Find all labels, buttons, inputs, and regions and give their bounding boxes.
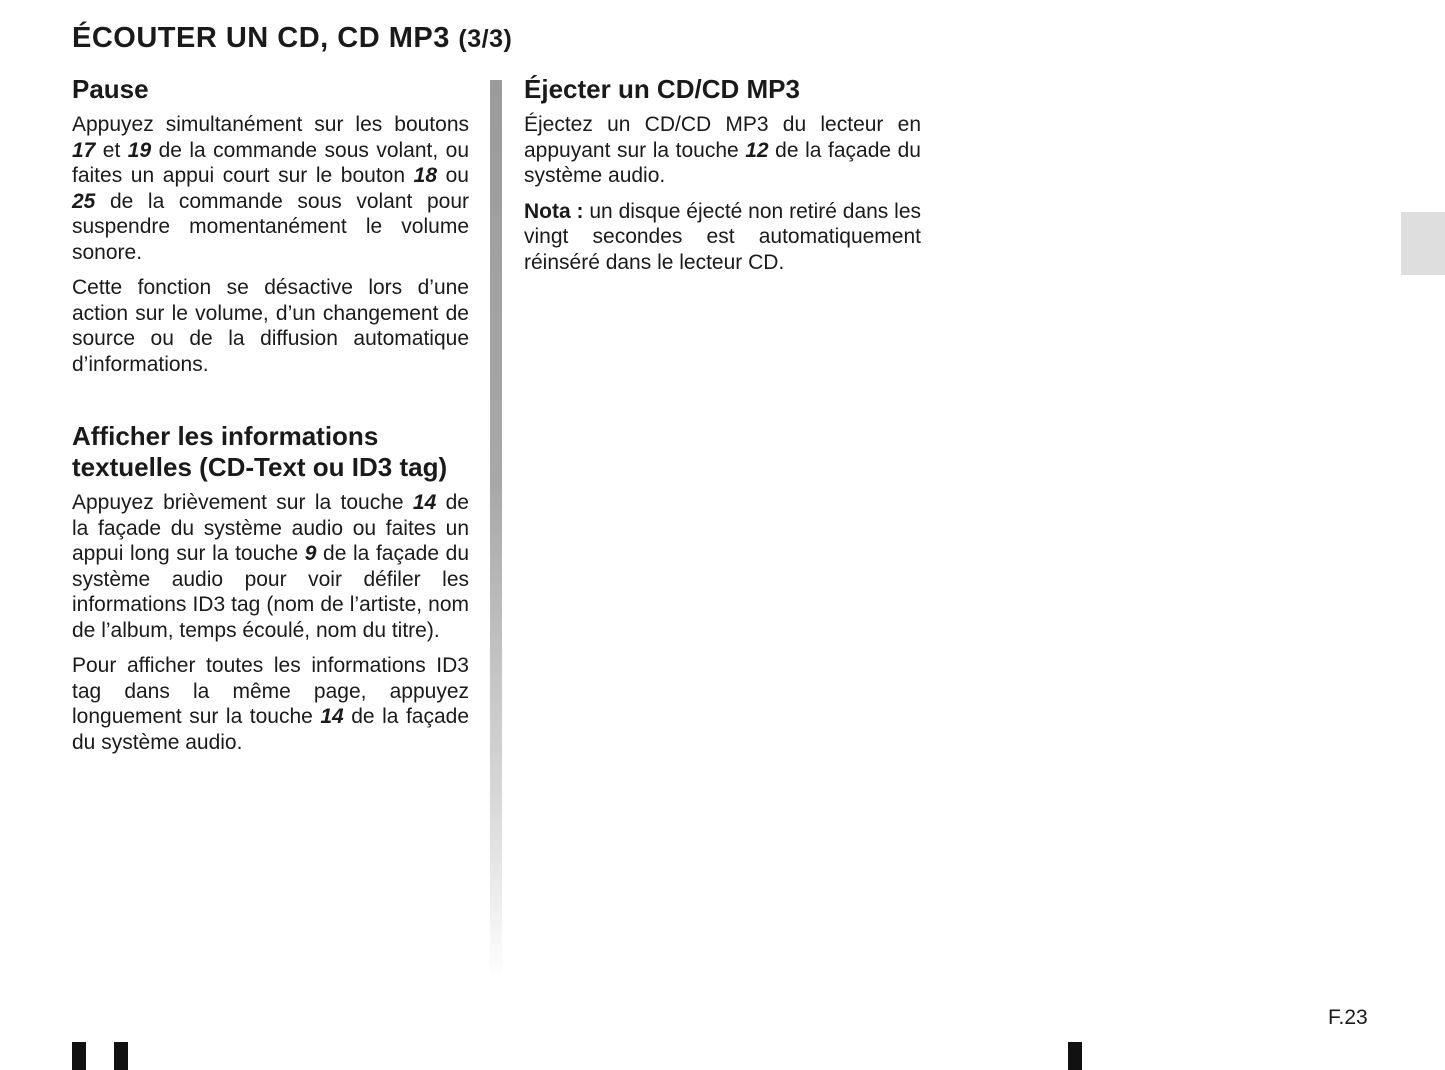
button-number: 18 [413, 164, 438, 187]
nota-label: Nota : [524, 199, 584, 223]
nota-paragraph: Nota : un disque éjecté non retiré dans les vingt secondes est automatiquement réinséré dans le lecteur CD. [524, 199, 921, 274]
button-number: 12 [745, 138, 769, 162]
button-number: 9 [304, 542, 317, 565]
crop-mark [72, 1042, 86, 1070]
page-title-part: (3/3) [458, 25, 513, 53]
button-number: 19 [127, 138, 152, 162]
crop-mark [114, 1042, 128, 1070]
crop-mark [1068, 1042, 1082, 1070]
left-column [72, 74, 469, 765]
section-tab [1401, 212, 1445, 275]
button-number: 25 [72, 189, 96, 213]
info-paragraph-1: Appuyez brièvement sur la touche 14 de la façade du système audio ou faites un appui long sur la touche 9 de la façade du système audio pour voir défiler les informations ID3 tag (nom de l’artiste, nom de l’album, temps écoulé, nom du titre). [72, 491, 469, 642]
eject-section [524, 74, 921, 275]
eject-paragraph: Éjectez un CD/CD MP3 du lecteur en appuyant sur la touche 12 de la façade du système audio. [524, 113, 921, 187]
right-column [524, 74, 921, 285]
column-divider [490, 80, 502, 980]
info-heading: Afficher les informations textuelles (CD-Text ou ID3 tag) [72, 421, 448, 482]
button-number: 14 [320, 705, 344, 728]
pause-paragraph-1: Appuyez simultanément sur les boutons 17 et 19 de la commande sous volant, ou faites un appui court sur le bouton 18 ou 25 de la commande sous volant pour suspendre momentanément le volume sonore. [72, 113, 470, 264]
page-title-main: ÉCOUTER UN CD, CD MP3 [72, 22, 459, 54]
pause-heading: Pause [72, 74, 149, 104]
pause-paragraph-2: Cette fonction se désactive lors d’une action sur le volume, d’un changement de source ou de la diffusion automatique d’informations. [72, 276, 469, 376]
page-title [72, 22, 512, 55]
button-number: 14 [412, 491, 437, 514]
eject-heading: Éjecter un CD/CD MP3 [524, 74, 800, 104]
button-number: 17 [72, 138, 96, 162]
info-section [72, 421, 469, 755]
pause-section [72, 74, 469, 377]
info-paragraph-2: Pour afficher toutes les informations ID3 tag dans la même page, appuyez longuement sur la touche 14 de la façade du système audio. [72, 654, 469, 754]
page-number: F.23 [1328, 1006, 1368, 1029]
